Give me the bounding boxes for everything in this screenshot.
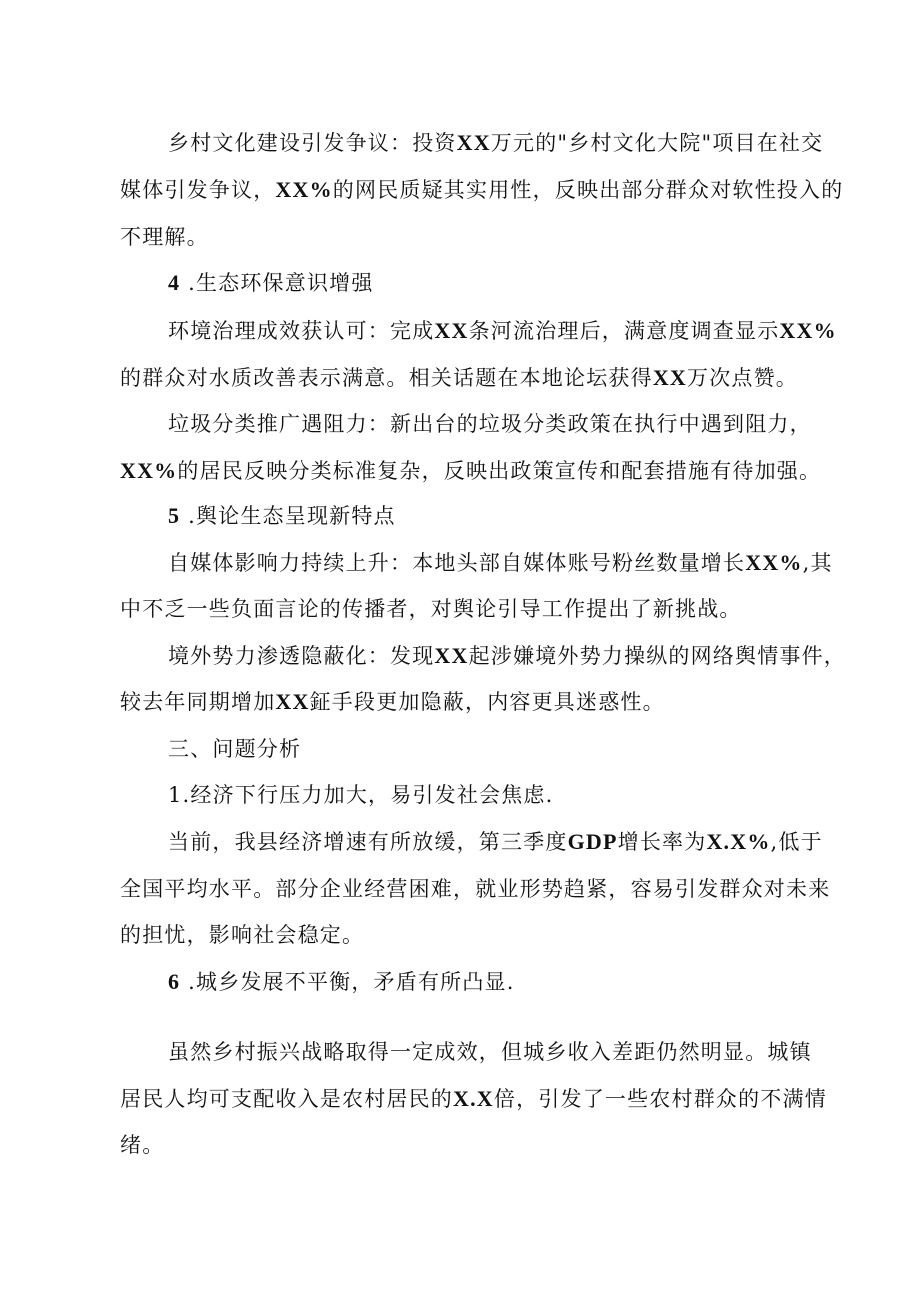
latin-token: XX% xyxy=(779,318,837,343)
heading-4 xyxy=(168,268,810,298)
latin-token: XX% xyxy=(745,550,803,575)
latin-token: XX xyxy=(652,365,687,390)
paragraph-economy-line-3: 的担忧，影响社会稳定。 xyxy=(120,923,365,947)
heading-6-number: 6 xyxy=(168,969,181,994)
paragraph-urban-rural-line-2: 居民人均可支配收入是农村居民的X.X倍，引发了一些农村群众的不满情 xyxy=(120,1086,827,1111)
heading-5 xyxy=(168,501,810,531)
heading-4-text: .生态环保意识增强 xyxy=(180,271,374,295)
latin-token: X.X xyxy=(453,1086,494,1111)
paragraph-garbage-line-2: XX%的居民反映分类标准复杂，反映出政策宣传和配套措施有待加强。 xyxy=(120,458,822,483)
paragraph-urban-rural-line-1: 虽然乡村振兴战略取得一定成效，但城乡收入差距仍然明显。城镇 xyxy=(168,1040,812,1064)
heading-1-economy: 1.经济下行压力加大，易引发社会焦虑. xyxy=(168,783,554,807)
paragraph-rural-culture-line-2: 媒体引发争议，XX%的网民质疑其实用性，反映出部分群众对软性投入的 xyxy=(120,177,844,202)
heading-6 xyxy=(168,967,810,997)
heading-5-text: .舆论生态呈现新特点 xyxy=(180,504,396,528)
paragraph-foreign-line-1: 境外势力渗透隐蔽化：发现XX起涉嫌境外势力操纵的网络舆情事件， xyxy=(168,643,846,668)
paragraph-self-media-line-1: 自媒体影响力持续上升：本地头部自媒体账号粉丝数量增长XX%,其 xyxy=(168,550,833,575)
latin-token: XX% xyxy=(275,177,333,202)
latin-token: XX% xyxy=(120,458,178,483)
latin-token: XX xyxy=(434,643,469,668)
paragraph-rural-culture-line-3: 不理解。 xyxy=(120,225,209,249)
heading-6-text: .城乡发展不平衡，矛盾有所凸显. xyxy=(180,970,515,994)
paragraph-rural-culture-line-1: 乡村文化建设引发争议：投资XX万元的"乡村文化大院"项目在社交 xyxy=(168,130,824,155)
paragraph-garbage-line-1: 垃圾分类推广遇阻力：新出台的垃圾分类政策在执行中遇到阻力， xyxy=(168,412,812,436)
heading-5-number: 5 xyxy=(168,503,181,528)
paragraph-self-media-line-2: 中不乏一些负面言论的传播者，对舆论引导工作提出了新挑战。 xyxy=(120,597,742,621)
paragraph-env-governance-line-2: 的群众对水质改善表示满意。相关话题在本地论坛获得XX万次点赞。 xyxy=(120,365,798,390)
paragraph-economy-line-1: 当前，我县经济增速有所放缓，第三季度GDP增长率为X.X%,低于 xyxy=(168,829,823,854)
section-heading-problem-analysis: 三、问题分析 xyxy=(168,737,302,761)
latin-token: XX xyxy=(434,318,469,343)
latin-token: GDP xyxy=(567,829,618,854)
paragraph-economy-line-2: 全国平均水平。部分企业经营困难，就业形势趋紧，容易引发群众对未来 xyxy=(120,877,831,901)
paragraph-foreign-line-2: 较去年同期增加XX鉦手段更加隐蔽，内容更具迷惑性。 xyxy=(120,689,665,714)
paragraph-env-governance-line-1: 环境治理成效获认可：完成XX条河流治理后，满意度调查显示XX% xyxy=(168,318,837,343)
latin-token: XX xyxy=(275,689,310,714)
latin-token: X.X% xyxy=(706,829,771,854)
heading-4-number: 4 xyxy=(168,270,181,295)
paragraph-urban-rural-line-3: 绪。 xyxy=(120,1133,165,1157)
latin-token: XX xyxy=(456,130,491,155)
